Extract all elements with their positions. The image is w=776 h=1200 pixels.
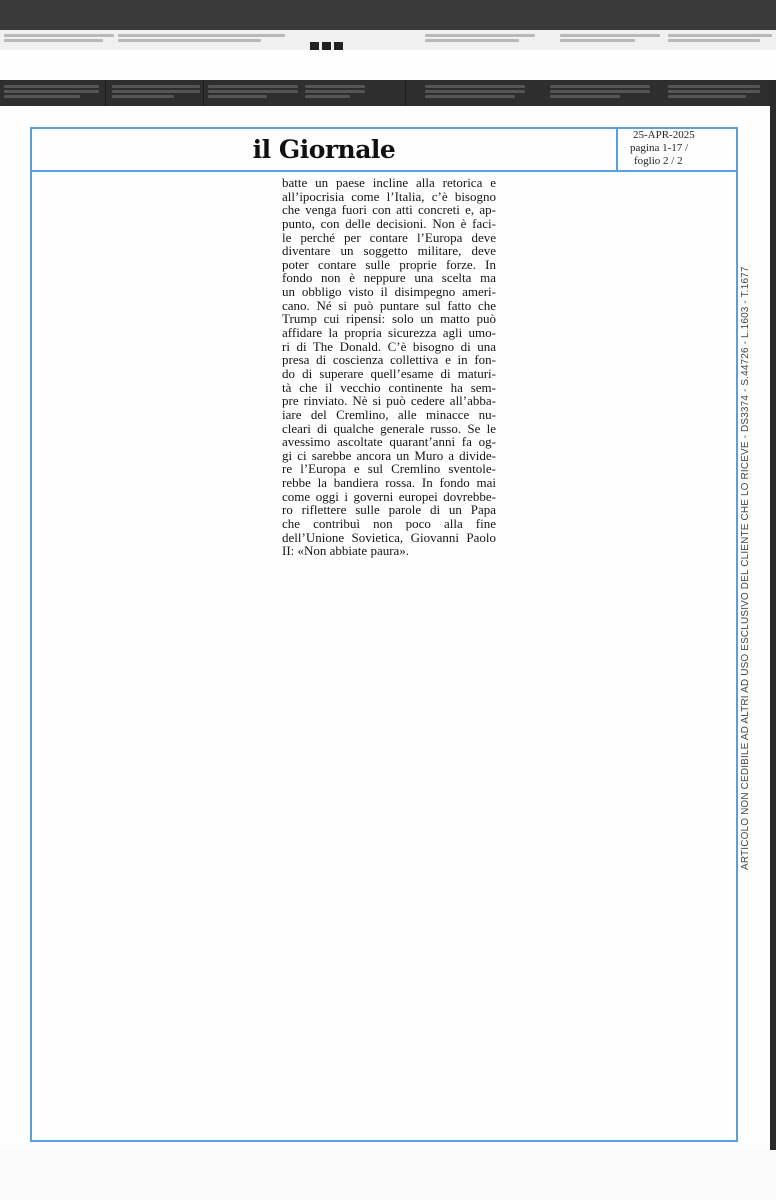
article-line: gi ci sarebbe ancora un Muro a divide-	[282, 447, 496, 463]
dark-text-column	[305, 83, 365, 100]
issue-date: 25-APR-2025	[633, 129, 695, 141]
newspaper-masthead: il Giornale	[252, 135, 396, 164]
dark-text-column	[668, 83, 760, 100]
faint-text-column	[205, 32, 285, 44]
article-line: do di superare quell’esame di maturi-	[282, 365, 496, 381]
dark-text-column	[112, 83, 200, 100]
scan-top-dark-band	[0, 0, 776, 30]
article-line: tà che il vecchio continente ha sem-	[282, 379, 496, 395]
article-line: come oggi i governi europei dovrebbe-	[282, 488, 496, 504]
article-line: diventare un soggetto militare, deve	[282, 243, 496, 259]
column-rule	[105, 80, 106, 106]
article-line: un obbligo visto il disimpegno ameri-	[282, 284, 496, 300]
article-line: che contribuì non poco alla fine	[282, 516, 496, 532]
usage-notice: ARTICOLO NON CEDIBILE AD ALTRI AD USO ESCLUSIVO DEL CLIENTE CHE LO RICEVE - DS3374 - S.44726 - L.1603 - T.1677	[740, 266, 751, 870]
article-line: poter contare sulle proprie forze. In	[282, 256, 496, 272]
column-rule	[405, 80, 406, 106]
article-line: cleari di qualche generale russo. Se le	[282, 420, 496, 436]
faint-text-column	[425, 32, 535, 44]
faint-text-column	[668, 32, 772, 44]
article-line: ri di The Donald. C’è bisogno di una	[282, 338, 496, 354]
column-rule	[203, 80, 204, 106]
article-line: Trump cui ripensi: solo un matto può	[282, 311, 496, 327]
dark-text-column	[550, 83, 650, 100]
dark-text-column	[208, 83, 298, 100]
article-line: re l’Europa e sul Cremlino sventole-	[282, 461, 496, 477]
sheet-number: foglio 2 / 2	[634, 155, 683, 167]
dark-text-column	[4, 83, 99, 100]
article-line: pre rinviato. Nè si può cedere all’abba-	[282, 393, 496, 409]
article-line: presa di coscienza collettiva e in fon-	[282, 352, 496, 368]
article-line: punto, con delle decisioni. Non è faci-	[282, 215, 496, 231]
page-edge-shadow	[770, 80, 776, 1150]
article-line: II: «Non abbiate paura».	[282, 543, 410, 559]
article-line: cano. Né si può puntare sul fatto che	[282, 297, 496, 313]
page-bottom-margin	[0, 1150, 776, 1200]
article-line: le perché per contare l’Europa deve	[282, 229, 496, 245]
scan-faint-text-strip	[0, 30, 776, 50]
dark-text-column	[425, 83, 525, 100]
article-line: all’ipocrisia come l’Italia, c’è bisogno	[282, 188, 496, 204]
masthead-box	[32, 129, 616, 170]
article-body	[282, 176, 496, 558]
article-line: ro riflettere sulle parole di un Papa	[282, 502, 496, 518]
article-line: batte un paese incline alla retorica e	[282, 175, 496, 190]
article-line: affidare la propria sicurezza agli umo-	[282, 325, 496, 341]
article-line: fondo non è neppure una scelta ma	[282, 270, 496, 286]
scan-mid-dark-band	[0, 80, 776, 106]
article-line: iare del Cremlino, alle minacce nu-	[282, 406, 496, 422]
page-range: pagina 1-17 /	[630, 142, 689, 154]
faint-text-column	[4, 32, 114, 44]
article-line: dell’Unione Sovietica, Giovanni Paolo	[282, 529, 496, 545]
header-divider	[616, 129, 618, 170]
article-line: avessimo ascoltate quarant’anni fa og-	[282, 434, 496, 450]
article-line: che venga fuori con atti concreti e, ap-	[282, 202, 496, 218]
faint-text-column	[560, 32, 660, 44]
article-line: rebbe la bandiera rossa. In fondo mai	[282, 475, 496, 491]
scan-black-marks	[310, 36, 346, 45]
